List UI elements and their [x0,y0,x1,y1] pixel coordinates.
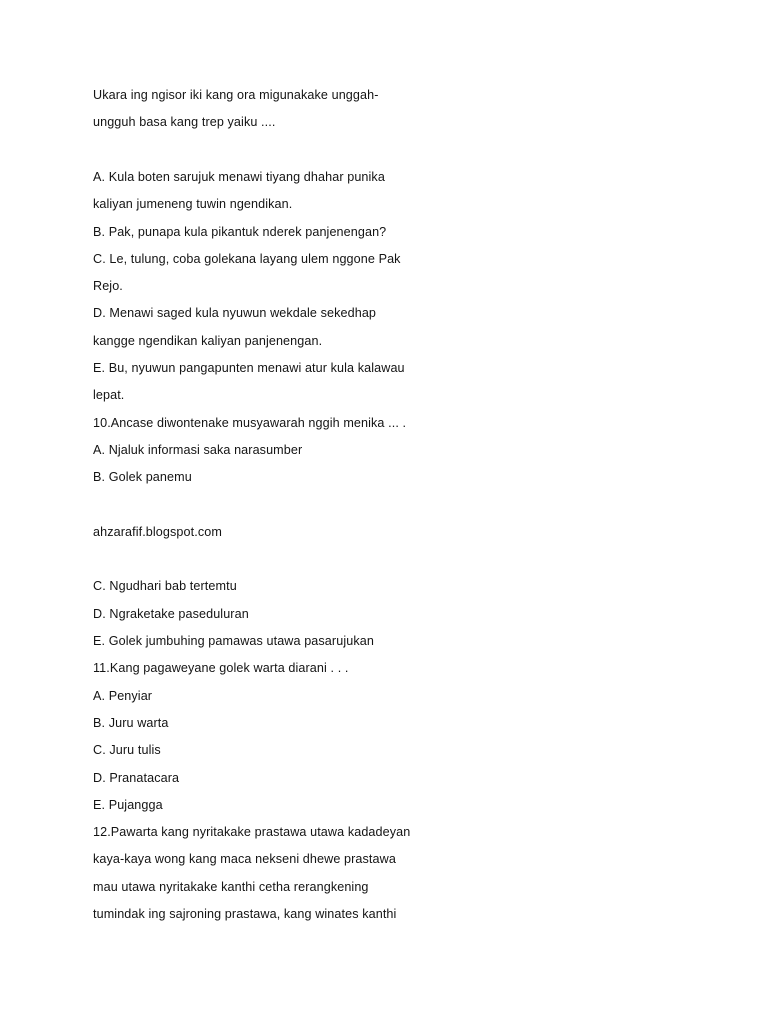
document-line: mau utawa nyritakake kanthi cetha rerangkening [93,879,369,894]
document-line: E. Golek jumbuhing pamawas utawa pasarujukan [93,634,374,648]
document-line: B. Juru warta [93,715,169,730]
document-line: kaliyan jumeneng tuwin ngendikan. [93,197,293,212]
document-line: ungguh basa kang trep yaiku .... [93,115,276,130]
document-line: D. Ngraketake paseduluran [93,606,249,621]
document-line: A. Kula boten sarujuk menawi tiyang dhahar punika [93,169,385,184]
document-line: A. Njaluk informasi saka narasumber [93,442,303,457]
document-line: B. Golek panemu [93,470,192,485]
document-line: E. Bu, nyuwun pangapunten menawi atur kula kalawau [93,361,405,375]
document-line: 12.Pawarta kang nyritakake prastawa utawa kadadeyan [93,825,411,840]
document-line: Ukara ing ngisor iki kang ora migunakake unggah- [93,88,379,102]
document-line: E. Pujangga [93,797,163,812]
document-line: Rejo. [93,279,123,294]
document-line: C. Juru tulis [93,743,161,758]
document-line: B. Pak, punapa kula pikantuk nderek panjenengan? [93,224,387,239]
document-line: D. Menawi saged kula nyuwun wekdale sekedhap [93,306,377,321]
source-url-text: ahzarafif.blogspot.com [93,524,222,539]
document-line: tumindak ing sajroning prastawa, kang winates kanthi [93,907,397,921]
document-line: C. Ngudhari bab tertemtu [93,579,237,594]
document-line: A. Penyiar [93,688,153,703]
document-line: D. Pranatacara [93,770,180,785]
document-line: C. Le, tulung, coba golekana layang ulem nggone Pak [93,251,401,266]
document-line: kaya-kaya wong kang maca nekseni dhewe prastawa [93,852,396,867]
document-line: 10.Ancase diwontenake musyawarah nggih menika ... . [93,415,407,430]
document-line: kangge ngendikan kaliyan panjenengan. [93,333,323,348]
document-line: lepat. [93,388,125,403]
document-line: 11.Kang pagaweyane golek warta diarani . . . [93,661,349,676]
